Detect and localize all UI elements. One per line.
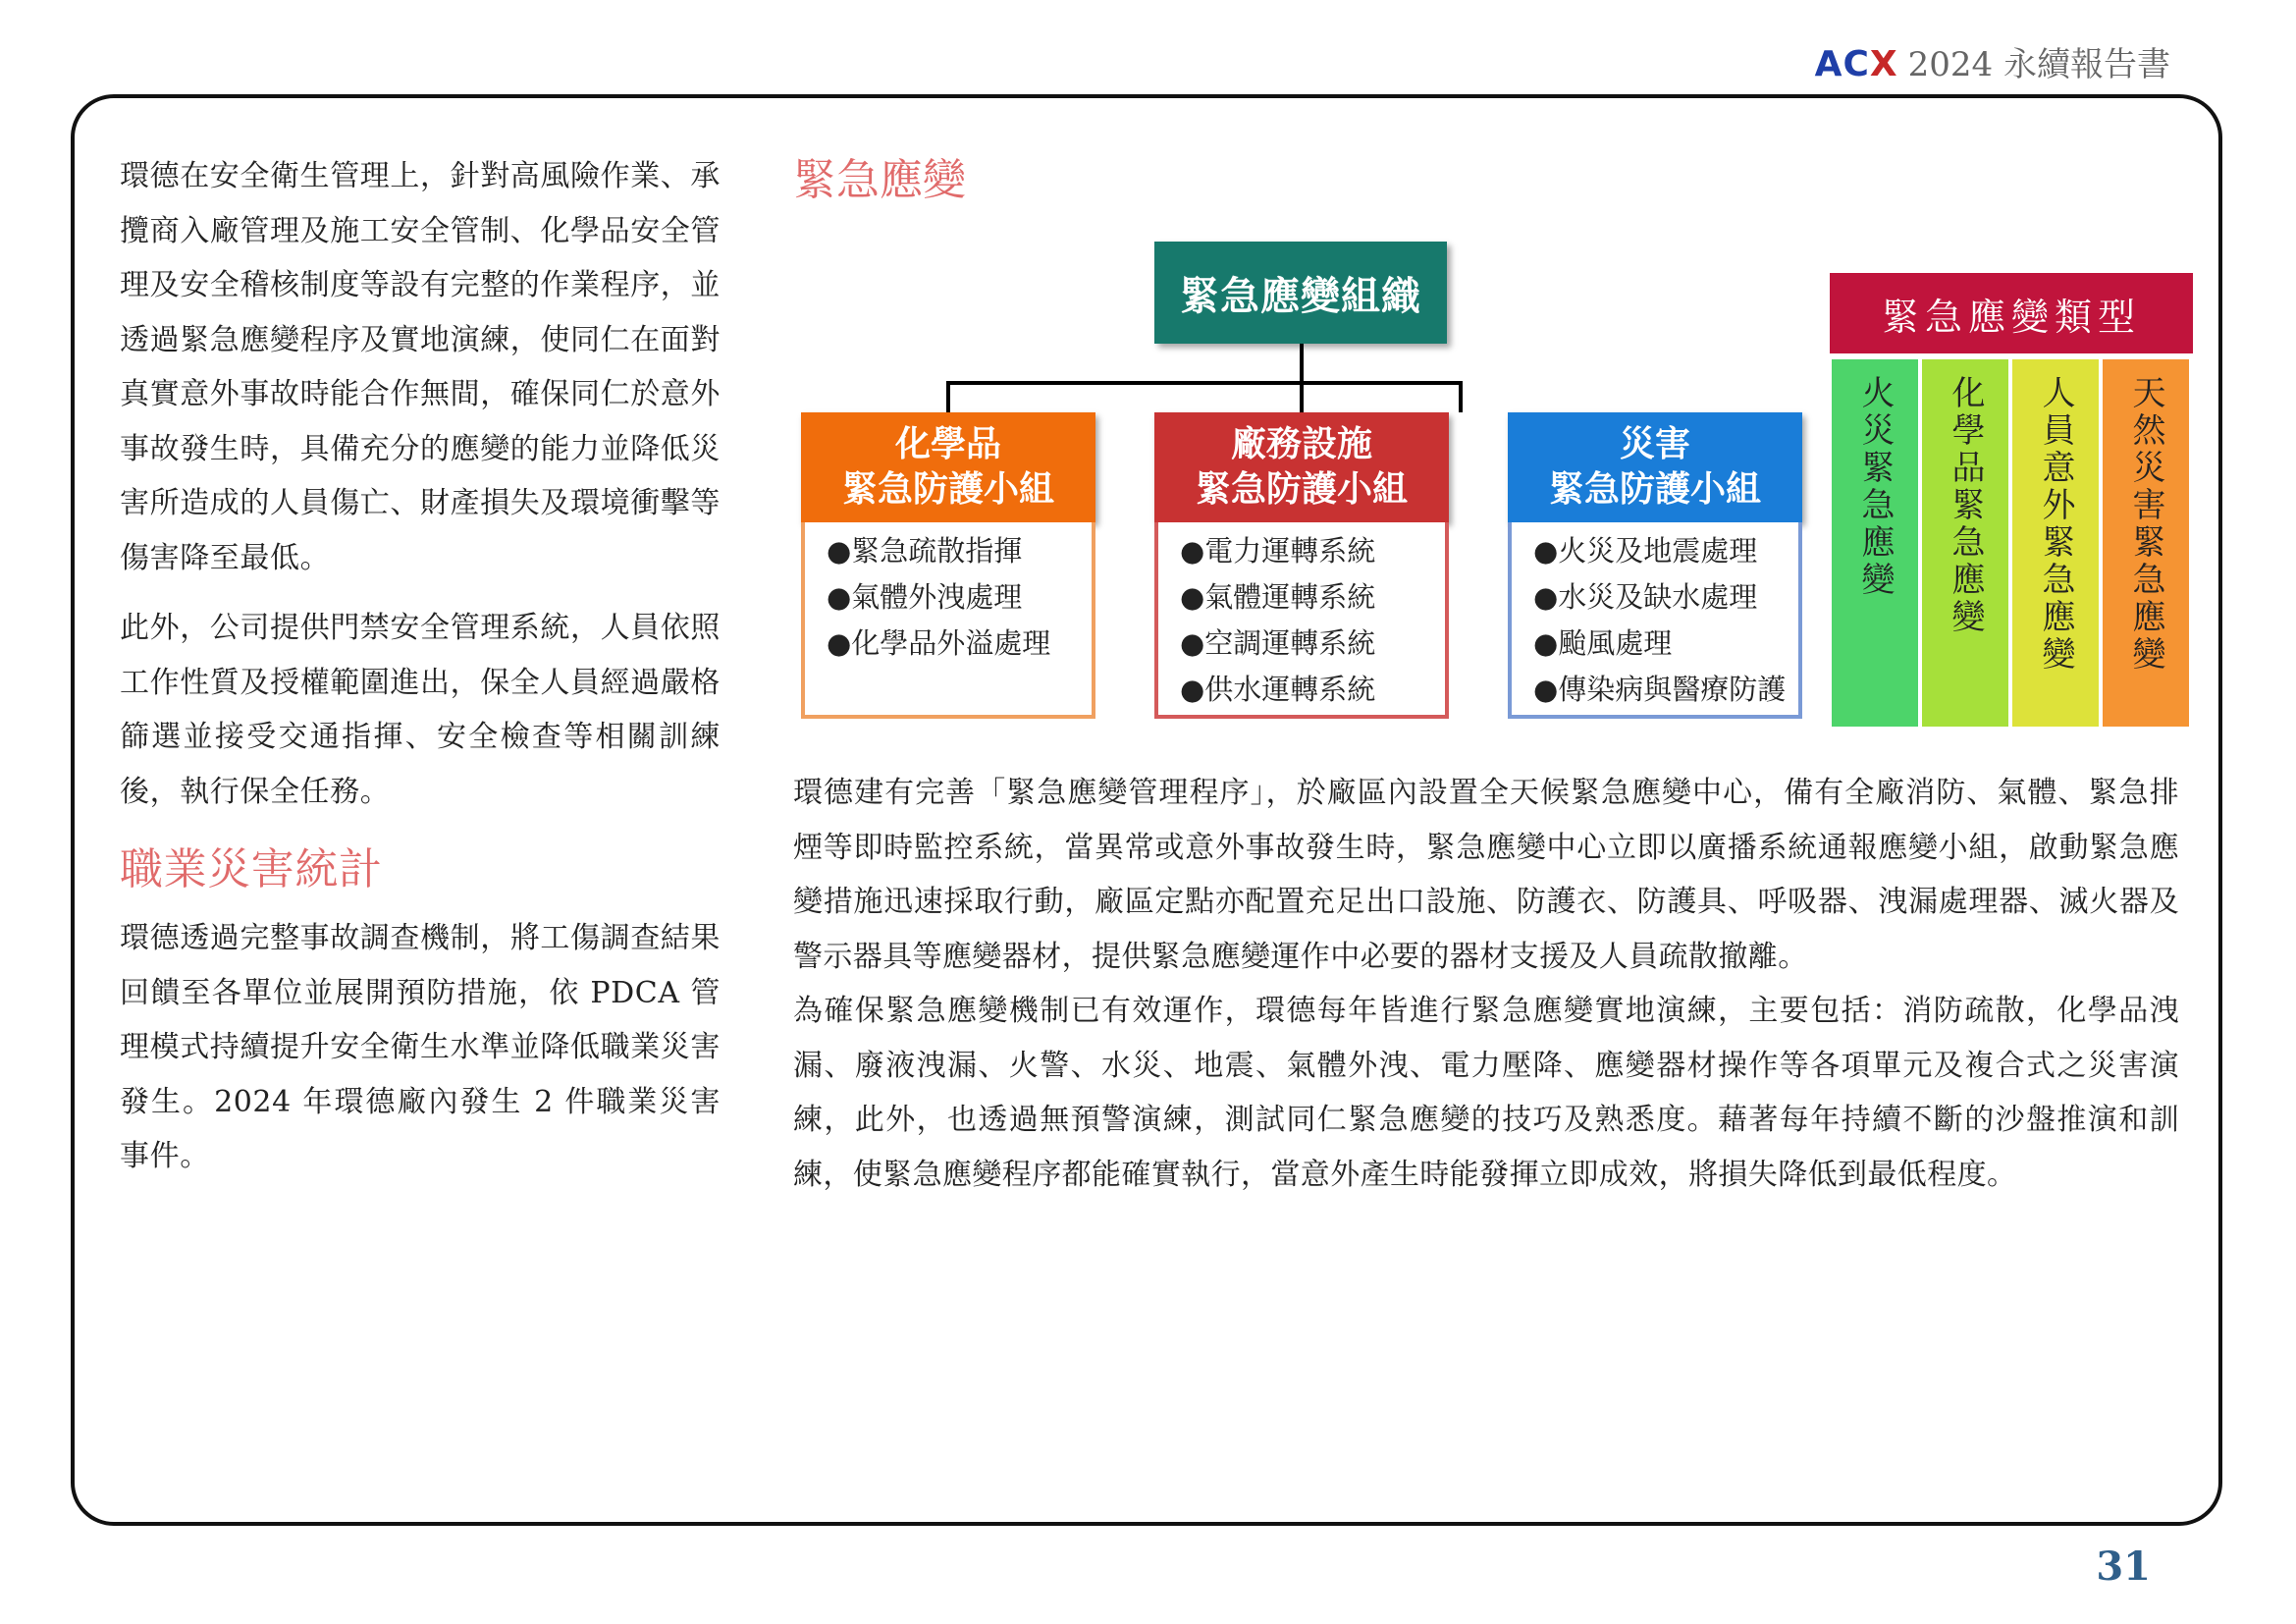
type-chemical-column	[1922, 359, 2008, 727]
group-chemical-line1: 化學品	[894, 424, 1001, 464]
connector-left	[946, 381, 950, 412]
connector-right	[1459, 381, 1463, 412]
group-facility-head	[1154, 412, 1449, 522]
list-item: ●氣體外洩處理	[827, 580, 1023, 614]
list-item: ●化學品外溢處理	[827, 626, 1051, 660]
group-facility-list	[1154, 522, 1449, 719]
emergency-response-text	[793, 766, 2179, 1202]
type-chemical-label: 化學品緊急應變	[1946, 375, 1985, 636]
page-number: 31	[2096, 1543, 2151, 1590]
group-disaster-line2: 緊急防護小組	[1548, 469, 1761, 510]
org-root-box: 緊急應變組織	[1154, 242, 1447, 344]
group-disaster-list	[1508, 522, 1802, 719]
group-chemical-line2: 緊急防護小組	[841, 469, 1054, 510]
acx-logo: ACX	[1814, 44, 1898, 84]
group-disaster-line1: 災害	[1619, 424, 1690, 464]
injury-statistics-paragraph: 環德透過完整事故調查機制，將工傷調查結果回饋至各單位並展開預防措施，依 PDCA 管理模式持續提升安全衛生水準並降低職業災害發生。2024 年環德廠內發生 2 件職業災害事件。	[120, 921, 721, 1173]
group-facility-line1: 廠務設施	[1230, 424, 1372, 464]
list-item: ●水災及缺水處理	[1533, 580, 1758, 614]
type-fire-label: 火災緊急應變	[1855, 375, 1895, 599]
connector-middle	[1300, 381, 1304, 412]
emergency-procedure-paragraph: 環德建有完善「緊急應變管理程序」，於廠區內設置全天候緊急應變中心，備有全廠消防、氣體、緊急排煙等即時監控系統，當異常或意外事故發生時，緊急應變中心立即以廣播系統通報應變小組，啟動緊急應變措施迅速採取行動，廠區定點亦配置充足出口設施、防護衣、防護具、呼吸器、洩漏處理器、滅火器及警示器具等應變器材，提供緊急應變運作中必要的器材支援及人員疏散撤離。	[793, 776, 2179, 974]
left-column	[120, 149, 721, 1184]
emergency-drill-paragraph: 為確保緊急應變機制已有效運作，環德每年皆進行緊急應變實地演練，主要包括：消防疏散，化學品洩漏、廢液洩漏、火警、水災、地震、氣體外洩、電力壓降、應變器材操作等各項單元及複合式之災害演練，此外，也透過無預警演練，測試同仁緊急應變的技巧及熟悉度。藉著每年持續不斷的沙盤推演和訓練，使緊急應變程序都能確實執行，當意外產生時能發揮立即成效，將損失降低到最低程度。	[793, 994, 2179, 1192]
type-personnel-label: 人員意外緊急應變	[2036, 375, 2075, 674]
type-fire-column	[1832, 359, 1918, 727]
page-header	[1815, 37, 2170, 85]
type-natural-column	[2103, 359, 2189, 727]
list-item: ●供水運轉系統	[1180, 673, 1376, 706]
list-item: ●火災及地震處理	[1533, 534, 1758, 568]
safety-management-paragraph: 環德在安全衛生管理上，針對高風險作業、承攬商入廠管理及施工安全管制、化學品安全管理及安全稽核制度等設有完整的作業程序，並透過緊急應變程序及實地演練，使同仁在面對真實意外事故時能合作無間，確保同仁於意外事故發生時，具備充分的應變的能力並降低災害所造成的人員傷亡、財產損失及環境衝擊等傷害降至最低。	[120, 159, 721, 575]
access-control-paragraph: 此外，公司提供門禁安全管理系統，人員依照工作性質及授權範圍進出，保全人員經過嚴格篩選並接受交通指揮、安全檢查等相關訓練後，執行保全任務。	[120, 611, 721, 809]
response-types-title: 緊急應變類型	[1830, 273, 2193, 353]
emergency-org-diagram	[785, 234, 2199, 734]
group-disaster-head	[1508, 412, 1802, 522]
connector-horizontal	[946, 381, 1463, 385]
list-item: ●氣體運轉系統	[1180, 580, 1376, 614]
report-title: 2024 永續報告書	[1907, 45, 2170, 84]
connector-vertical-root	[1300, 344, 1304, 383]
group-chemical-list	[801, 522, 1095, 719]
emergency-response-heading: 緊急應變	[793, 155, 966, 205]
list-item: ●傳染病與醫療防護	[1533, 673, 1787, 706]
type-natural-label: 天然災害緊急應變	[2126, 375, 2165, 674]
list-item: ●颱風處理	[1533, 626, 1673, 660]
list-item: ●緊急疏散指揮	[827, 534, 1023, 568]
group-chemical-head	[801, 412, 1095, 522]
occupational-injury-heading: 職業災害統計	[120, 844, 383, 894]
list-item: ●空調運轉系統	[1180, 626, 1376, 660]
type-personnel-column	[2012, 359, 2099, 727]
group-facility-line2: 緊急防護小組	[1195, 469, 1408, 510]
list-item: ●電力運轉系統	[1180, 534, 1376, 568]
